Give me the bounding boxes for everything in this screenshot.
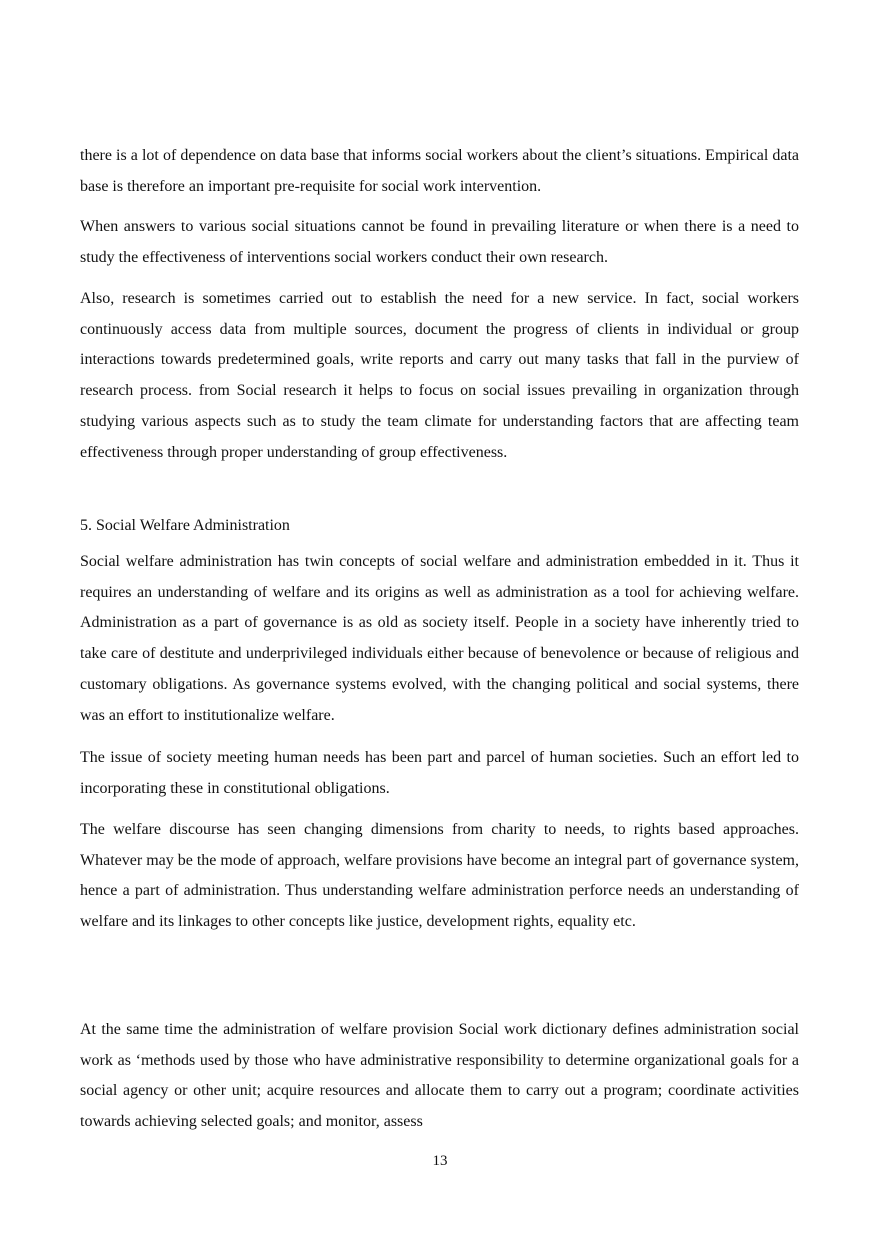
paragraph-welfare-administration: Social welfare administration has twin concepts of social welfare and administration embedded in it. Thus it requires an understanding of welfare and its origins as well as administration as a tool for achieving welfare. Administration as a part of governance is as old as society itself. People in a society have inherently tried to take care of destitute and underprivileged individuals either because of benevolence or because of religious and customary obligations. As governance systems evolved, with the changing political and social systems, there was an effort to institutionalize welfare. xyxy=(80,553,799,724)
paragraph-welfare-discourse: The welfare discourse has seen changing dimensions from charity to needs, to rights based approaches. Whatever may be the mode of approach, welfare provisions have become an integral part of governance system, hence a part of administration. Thus understanding welfare administration perforce needs an understanding of welfare and its linkages to other concepts like justice, development rights, equality etc. xyxy=(80,821,799,931)
paragraph-research-service: Also, research is sometimes carried out to establish the need for a new service. In fact, social workers continuously access data from multiple sources, document the progress of clients in individual or group interactions towards predetermined goals, write reports and carry out many tasks that fall in the purview of research process. from Social research it helps to focus on social issues prevailing in organization through studying various aspects such as to study the team climate for understanding factors that are affecting team effectiveness through proper understanding of group effectiveness. xyxy=(80,290,799,461)
paragraph-database: there is a lot of dependence on data base that informs social workers about the client’s situations. Empirical data base is therefore an important pre-requisite for social work intervention. xyxy=(80,147,799,195)
page-number: 13 xyxy=(432,1153,448,1169)
section-heading: 5. Social Welfare Administration xyxy=(80,517,290,534)
paragraph-human-needs: The issue of society meeting human needs has been part and parcel of human societies. Such an effort led to incorporating these in constitutional obligations. xyxy=(80,749,799,797)
paragraph-research-need: When answers to various social situations cannot be found in prevailing literature or when there is a need to study the effectiveness of interventions social workers conduct their own research. xyxy=(80,218,799,266)
paragraph-administration-definition: At the same time the administration of welfare provision Social work dictionary defines administration social work as ‘methods used by those who have administrative responsibility to determine organizational goals for a social agency or other unit; acquire resources and allocate them to carry out a program; coordinate activities towards achieving selected goals; and monitor, assess xyxy=(80,1021,799,1131)
